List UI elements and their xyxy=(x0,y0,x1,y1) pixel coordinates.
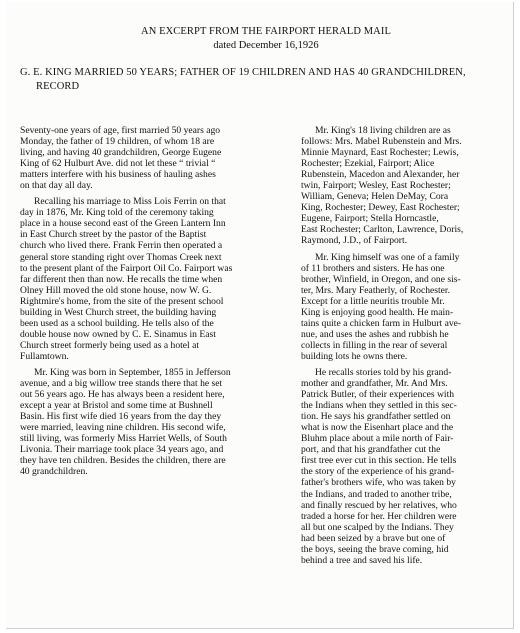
text-line: Mr. King's 18 living children are as xyxy=(315,125,451,136)
text-line: except a year at Bristol and some time at Bushnell xyxy=(20,400,213,412)
text-line: to the present plant of the Fairport Oil Co. Fairport was xyxy=(20,262,233,274)
text-line: Mr. King was born in September, 1855 in Jefferson xyxy=(34,366,231,378)
paragraph xyxy=(301,125,506,247)
text-line: twin, Fairport; Wesley, East Rochester; xyxy=(301,180,451,192)
text-line: Rubenstein, Macedon and Alexander, her xyxy=(301,169,460,181)
text-line: Livonia. Their marriage took place 34 years ago, and xyxy=(20,444,224,456)
text-line: East Rochester; Carlton, Lawrence, Doris, xyxy=(301,224,464,236)
text-line: William, Geneva; Helen DeMay, Cora xyxy=(301,191,449,203)
text-line: Rochester; Ezekial, Fairport; Alice xyxy=(301,158,435,170)
headline-line: RECORD xyxy=(36,81,80,92)
excerpt-date: dated December 16,1926 xyxy=(213,40,319,51)
text-line: place in a house second east of the Green Lantern Inn xyxy=(20,218,226,230)
text-line: tains quite a chicken farm in Hulburt ave- xyxy=(301,317,462,329)
text-line: in East Church street by the pastor of the Baptist xyxy=(20,229,207,241)
text-line: Recalling his marriage to Miss Lois Ferrin on that xyxy=(34,196,226,208)
text-line: traded a horse for her. Her children were xyxy=(301,510,457,522)
text-line: 40 grandchildren. xyxy=(20,466,88,478)
text-line: double house now owned by C. E. Sinamus in East xyxy=(20,328,216,340)
article-headline xyxy=(20,66,490,94)
text-line: matters interfere with his business of hauling ashes xyxy=(20,169,216,181)
text-line: Raymond, J.D., of Fairport. xyxy=(301,235,408,247)
text-line: still living, was formerly Miss Harriet Wells, of South xyxy=(20,433,227,445)
text-line: father's brothers wife, who was taken by xyxy=(301,477,456,489)
text-line: been used as a school building. He tells also of the xyxy=(20,317,214,329)
text-line: what is now the Eisenhart place and the xyxy=(301,422,454,434)
text-line: Minnie Maynard, East Rochester; Lewis, xyxy=(301,147,459,159)
paragraph xyxy=(301,367,506,566)
text-line: out 56 years ago. He has always been a resident here, xyxy=(20,389,225,401)
text-line: Church street formerly being used as a hotel at xyxy=(20,339,200,351)
text-line: King of 62 Hulburt Ave. did not let these “ trivial “ xyxy=(20,158,216,170)
text-line: Mr. King himself was one of a family xyxy=(315,251,460,263)
text-line: port, and that his grandfather cut the xyxy=(301,444,441,456)
text-line: building lots he owns there. xyxy=(301,350,408,362)
text-line: avenue, and a big willow tree stands there that he set xyxy=(20,378,223,390)
text-line: Seventy-one years of age, first married 50 years ago xyxy=(20,125,221,136)
text-line: nue, and uses the ashes and rubbish he xyxy=(301,328,449,340)
text-line: on that day all day. xyxy=(20,180,93,192)
right-column xyxy=(301,125,506,571)
text-line: and finally rescued by her relatives, who xyxy=(301,499,457,511)
text-line: all but one scalped by the Indians. They xyxy=(301,521,454,533)
text-line: King is enjoying good health. He main- xyxy=(301,306,454,318)
text-line: they have ten children. Besides the children, there are xyxy=(20,455,226,467)
text-line: church who lived there. Frank Ferrin then operated a xyxy=(20,240,223,252)
text-line: Rightmire's home, from the site of the present school xyxy=(20,295,224,307)
text-line: first tree ever cut in this section. He tells xyxy=(301,455,457,467)
text-line: the Indians, and traded to another tribe, xyxy=(301,488,452,500)
text-line: general store standing right over Thomas Creek next xyxy=(20,251,222,263)
text-line: were married, leaving nine children. His second wife, xyxy=(20,422,226,434)
paragraph xyxy=(20,125,280,191)
text-line: collects in filling in the rear of several xyxy=(301,339,448,351)
text-line: tion. He says his grandfather settled on xyxy=(301,411,451,423)
text-line: the story of the experience of his grand- xyxy=(301,466,455,478)
paragraph xyxy=(301,252,506,362)
text-line: day in 1876, Mr. King told of the ceremony taking xyxy=(20,207,214,219)
text-line: mother and grandfather, Mr. And Mrs. xyxy=(301,378,448,390)
text-line: Fullamtown. xyxy=(20,350,69,362)
text-line: Except for a little neuritis trouble Mr. xyxy=(301,295,445,307)
text-line: He recalls stories told by his grand- xyxy=(315,366,452,378)
text-line: brother, Winfield, in Oregon, and one sis- xyxy=(301,273,461,285)
paragraph xyxy=(20,196,280,362)
text-line: far different then than now. He recalls the time when xyxy=(20,273,223,285)
text-line: had been seized by a brave but one of xyxy=(301,532,446,544)
text-line: Olney Hill moved the old stone house, now W. G. xyxy=(20,284,212,296)
text-line: Monday, the father of 19 children, of whom 18 are xyxy=(20,136,215,148)
text-line: of 11 brothers and sisters. He has one xyxy=(301,262,445,274)
text-line: ter, Mrs. Mary Featherly, of Rochester. xyxy=(301,284,450,296)
text-line: Eugene, Fairport; Stella Horncastle, xyxy=(301,213,439,225)
paragraph xyxy=(20,367,280,477)
text-line: Basin. His first wife died 16 years from the day they xyxy=(20,411,222,423)
text-line: King, Rochester; Dewey, East Rochester; xyxy=(301,202,460,214)
text-line: the Indians when they settled in this sec- xyxy=(301,400,457,412)
text-line: behind a tree and saved his life. xyxy=(301,554,423,566)
excerpt-title: AN EXCERPT FROM THE FAIRPORT HERALD MAIL xyxy=(141,26,391,37)
text-line: living, and having 40 grandchildren, George Eugene xyxy=(20,147,222,159)
headline-line: G. E. KING MARRIED 50 YEARS; FATHER OF 19 CHILDREN AND HAS 40 GRANDCHILDREN, xyxy=(20,67,466,78)
document-page xyxy=(6,2,514,629)
text-line: follows: Mrs. Mabel Rubenstein and Mrs. xyxy=(301,136,462,148)
text-line: building in West Church street, the building having xyxy=(20,306,217,318)
left-column xyxy=(20,125,280,482)
text-line: Patrick Butler, of their experiences with xyxy=(301,389,455,401)
text-line: Bluhm place about a mile north of Fair- xyxy=(301,433,454,445)
text-line: the boys, seeing the brave coming, hid xyxy=(301,543,449,555)
